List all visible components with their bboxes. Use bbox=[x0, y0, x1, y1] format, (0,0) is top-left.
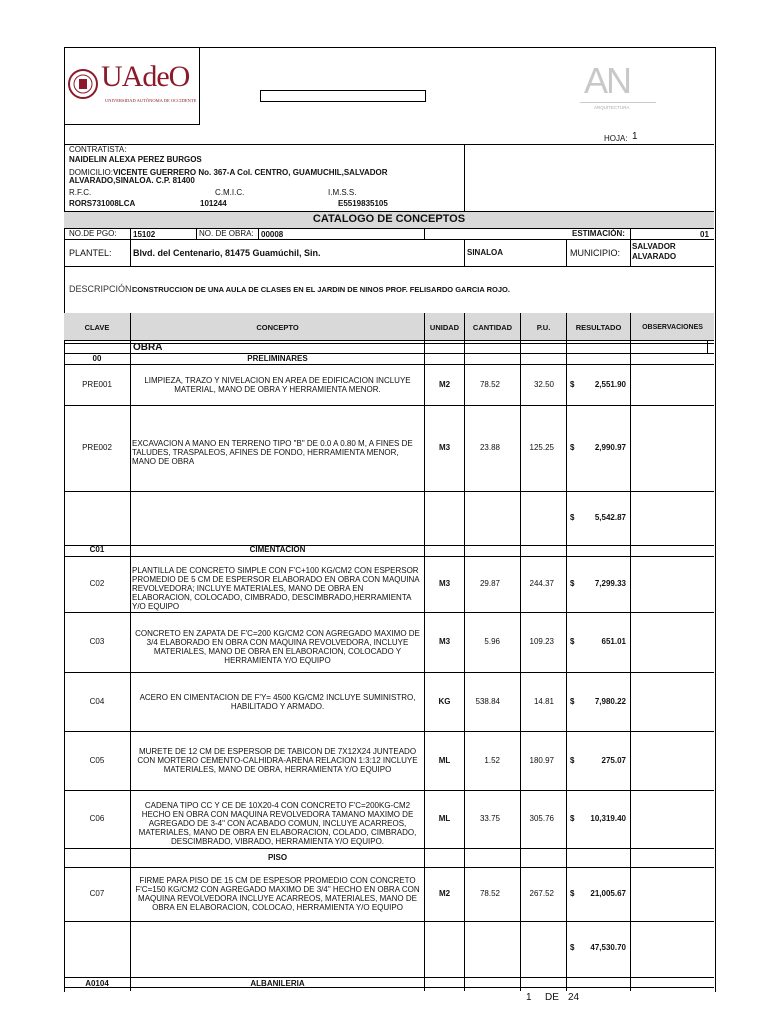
municipio-value-2: ALVARADO bbox=[632, 252, 677, 261]
rfc-label: R.F.C. bbox=[69, 188, 92, 197]
estado-value: SINALOA bbox=[467, 248, 503, 257]
plantel-label: PLANTEL: bbox=[69, 248, 112, 258]
obra-section-label: OBRA bbox=[133, 342, 163, 353]
row-concepto: LIMPIEZA, TRAZO Y NIVELACION EN AREA DE EDIFICACION INCLUYE MATERIAL, MANO DE OBRA Y HERRAMIENTA MENOR. bbox=[144, 375, 411, 394]
row-cantidad: 23.88 bbox=[479, 443, 500, 452]
table-row-divider bbox=[64, 612, 714, 613]
descripcion-label: DESCRIPCIÓN: bbox=[69, 284, 135, 294]
footer-page: 1 bbox=[526, 992, 532, 1003]
row-clave: C03 bbox=[89, 637, 105, 646]
piso-label: PISO bbox=[267, 853, 288, 862]
row-resultado: 2,990.97 bbox=[594, 443, 626, 452]
uadeo-logo bbox=[64, 47, 200, 125]
hoja-label: HOJA: bbox=[604, 134, 628, 143]
row-clave: C06 bbox=[89, 814, 105, 823]
row-concepto: FIRME PARA PISO DE 15 CM DE ESPESOR PROMEDIO CON CONCRETO F'C=150 KG/CM2 CON AGREGADO MAXIMO DE 3/4" HECHO EN OBRA CON MAQUINA REVOLVEDORA INCLUYE ACARREOS, MATERIALES, MANO DE OBRA EN ELABORACION, COLOCAO, HERRAMIENTA Y/O EQUIPO bbox=[135, 876, 420, 912]
col-pu: P.U. bbox=[536, 323, 551, 332]
row-unidad: KG bbox=[438, 696, 451, 706]
hoja-value: 1 bbox=[632, 131, 638, 142]
row-unidad: M2 bbox=[438, 379, 451, 389]
row-unidad: M3 bbox=[438, 637, 451, 646]
domicilio-value-2: ALVARADO,SINALOA. C.P. 81400 bbox=[69, 176, 195, 185]
cmic-value: 101244 bbox=[200, 199, 227, 208]
imss-label: I.M.S.S. bbox=[328, 188, 357, 197]
row-concepto: CADENA TIPO CC Y CE DE 10X20-4 CON CONCRETO F'C=200KG-CM2 HECHO EN OBRA CON MAQUINA REVOLVEDORA TAMANO MAXIMO DE AGREGADO DE 3-4" CON ACABADO COMUN, INCLUYE ACARREOS, MATERIALES, MANO DE OBRA EN ELABORACION, COLADO, CIMBRADO, DESCIMBRADO, VIBRADO, HERRAMIENTA Y/O EQUIPO. bbox=[138, 801, 417, 846]
row-resultado: 21,005.67 bbox=[590, 889, 626, 898]
row-pu: 125.25 bbox=[529, 443, 554, 452]
row-clave: C02 bbox=[89, 579, 105, 588]
row-pu: 14.81 bbox=[533, 696, 554, 706]
row-cantidad: 29.87 bbox=[479, 579, 500, 588]
row-resultado: 7,980.22 bbox=[594, 696, 626, 706]
row-currency: $ bbox=[570, 579, 575, 588]
obra-label: NO. DE OBRA: bbox=[199, 229, 254, 238]
row-currency: $ bbox=[570, 637, 575, 646]
col-cantidad: CANTIDAD bbox=[472, 323, 513, 332]
row-pu: 305.76 bbox=[529, 814, 554, 823]
logo-text: UAdeO bbox=[101, 60, 190, 93]
pgo-value: 15102 bbox=[133, 230, 156, 239]
rfc-value: RORS731008LCA bbox=[69, 199, 136, 208]
row-unidad: M3 bbox=[438, 443, 451, 452]
row-resultado: 2,551.90 bbox=[594, 379, 626, 389]
row-cantidad: 1.52 bbox=[484, 755, 500, 765]
row-resultado: 7,299.33 bbox=[594, 579, 626, 588]
contratista-label: CONTRATISTA: bbox=[69, 145, 127, 154]
table-row-divider bbox=[64, 848, 714, 849]
contratista-name: NAIDELIN ALEXA PEREZ BURGOS bbox=[69, 155, 202, 164]
obra-value: 00008 bbox=[261, 230, 284, 239]
estimacion-value: 01 bbox=[700, 230, 709, 239]
table-row-divider bbox=[64, 790, 714, 791]
subtotal-preliminares: 5,542.87 bbox=[594, 513, 626, 522]
domicilio-label: DOMICILIO: bbox=[69, 168, 114, 177]
row-currency: $ bbox=[570, 889, 575, 898]
table-column-divider bbox=[130, 313, 131, 991]
table-row-divider bbox=[64, 921, 714, 922]
row-clave: C07 bbox=[89, 889, 105, 898]
estimacion-label: ESTIMACIÓN: bbox=[572, 229, 625, 238]
col-clave: CLAVE bbox=[84, 323, 110, 332]
row-unidad: M3 bbox=[438, 579, 451, 588]
row-clave: C04 bbox=[89, 696, 105, 706]
row-clave: C05 bbox=[89, 755, 105, 765]
row-resultado: 10,319.40 bbox=[590, 814, 626, 823]
logo-subtext: UNIVERSIDAD AUTÓNOMA DE OCCIDENTE bbox=[105, 98, 197, 103]
row-clave: PRE001 bbox=[82, 379, 112, 389]
row-concepto: ACERO EN CIMENTACION DE F'Y= 4500 KG/CM2 INCLUYE SUMINISTRO, HABILITADO Y ARMADO. bbox=[139, 692, 416, 711]
col-observaciones: OBSERVACIONES bbox=[642, 324, 703, 331]
subtotal-cimentacion: 47,530.70 bbox=[590, 943, 626, 952]
row-cantidad: 78.52 bbox=[479, 889, 500, 898]
row-currency: $ bbox=[570, 443, 575, 452]
row-concepto: CONCRETO EN ZAPATA DE F'C=200 KG/CM2 CON AGREGADO MAXIMO DE 3/4 ELABORADO EN OBRA CON MAQUINA REVOLVEDORA, INCLUYE MATERIALES, MANO DE OBRA EN ELABORACION, COLOCADO Y HERRAMIENTA Y/O EQUIPO bbox=[135, 628, 420, 665]
row-resultado: 651.01 bbox=[601, 637, 626, 646]
col-concepto: CONCEPTO bbox=[256, 323, 299, 332]
row-cantidad: 33.75 bbox=[479, 814, 500, 823]
row-currency: $ bbox=[570, 755, 575, 765]
page-title: CATALOGO DE CONCEPTOS bbox=[312, 213, 466, 225]
row-pu: 109.23 bbox=[529, 637, 554, 646]
table-row-divider bbox=[64, 405, 714, 406]
table-row-divider bbox=[64, 556, 714, 557]
row-concepto: EXCAVACION A MANO EN TERRENO TIPO "B" DE 0.0 A 0.80 M, A FINES DE TALUDES, TRASPALEOS, AFINES DE FONDO, HERRAMIENTA MENOR, MANO DE OBRA bbox=[132, 439, 413, 466]
row-currency: $ bbox=[570, 814, 575, 823]
table-row-divider bbox=[64, 731, 714, 732]
row-concepto: MURETE DE 12 CM DE ESPERSOR DE TABICON DE 7X12X24 JUNTEADO CON MORTERO CEMENTO-CALHIDRA-ARENA RELACION 1:3:12 INCLUYE MATERIALES, MANO DE OBRA, HERRAMIENTA Y/O EQUIPO bbox=[137, 747, 418, 774]
table-row-divider bbox=[64, 491, 714, 492]
header-blank-field bbox=[260, 90, 426, 102]
plantel-value: Blvd. del Centenario, 81475 Guamúchil, Sin. bbox=[133, 248, 321, 258]
preliminares-label: PRELIMINARES bbox=[247, 354, 308, 363]
albanileria-label: ALBANILERIA bbox=[250, 979, 305, 988]
an-logo bbox=[578, 60, 658, 115]
pgo-label: NO.DE PGO: bbox=[69, 229, 117, 238]
table-row-divider bbox=[64, 672, 714, 673]
municipio-label: MUNICIPIO: bbox=[570, 248, 621, 258]
albanileria-code: A0104 bbox=[85, 979, 109, 988]
row-unidad: ML bbox=[438, 814, 451, 823]
row-cantidad: 78.52 bbox=[479, 379, 500, 389]
row-pu: 32.50 bbox=[533, 379, 554, 389]
row-resultado: 275.07 bbox=[601, 755, 626, 765]
row-pu: 244.37 bbox=[529, 579, 554, 588]
table-row-divider bbox=[64, 977, 714, 978]
row-unidad: M2 bbox=[438, 889, 451, 898]
table-row-divider bbox=[64, 867, 714, 868]
row-cantidad: 5.96 bbox=[484, 637, 500, 646]
col-unidad: UNIDAD bbox=[429, 323, 460, 332]
imss-value: E5519835105 bbox=[338, 199, 388, 208]
col-resultado: RESULTADO bbox=[575, 323, 622, 332]
cimentacion-code: C01 bbox=[89, 545, 105, 554]
municipio-value-1: SALVADOR bbox=[632, 242, 676, 251]
row-cantidad: 538.84 bbox=[475, 696, 500, 706]
table-column-divider bbox=[566, 313, 567, 991]
row-pu: 180.97 bbox=[529, 755, 554, 765]
row-unidad: ML bbox=[438, 755, 451, 765]
preliminares-code: 00 bbox=[92, 354, 102, 363]
row-concepto: PLANTILLA DE CONCRETO SIMPLE CON F'C+100 KG/CM2 CON ESPERSOR PROMEDIO DE 5 CM DE ESPERSOR ELABORADO EN OBRA CON MAQUINA REVOLVEDORA; INCLUYE MATERIALES, MANO DE OBRA EN ELABORACION, COLOCADO, CIMBRADO, DESCIMBRADO,HERRAMIENTA Y/O EQUIPO bbox=[132, 566, 420, 611]
footer-de: DE bbox=[545, 992, 559, 1003]
cimentacion-label: CIMENTACION bbox=[249, 545, 306, 554]
row-currency: $ bbox=[570, 379, 575, 389]
row-clave: PRE002 bbox=[82, 443, 112, 452]
table-column-divider bbox=[630, 313, 631, 991]
subtotal-preliminares-currency: $ bbox=[570, 513, 575, 522]
an-logo-text: AN bbox=[584, 60, 631, 101]
an-logo-sub: ARQUITECTURA bbox=[594, 105, 630, 110]
footer-total: 24 bbox=[568, 992, 580, 1003]
table-row-divider bbox=[64, 364, 714, 365]
cmic-label: C.M.I.C. bbox=[215, 188, 245, 197]
domicilio-value-1: VICENTE GUERRERO No. 367-A Col. CENTRO, GUAMUCHIL,SALVADOR bbox=[113, 168, 388, 177]
row-pu: 267.52 bbox=[529, 889, 554, 898]
row-currency: $ bbox=[570, 696, 575, 706]
descripcion-value: CONSTRUCCION DE UNA AULA DE CLASES EN EL JARDIN DE NINOS PROF. FELISARDO GARCIA ROJO. bbox=[132, 285, 510, 294]
subtotal-cimentacion-currency: $ bbox=[570, 943, 575, 952]
